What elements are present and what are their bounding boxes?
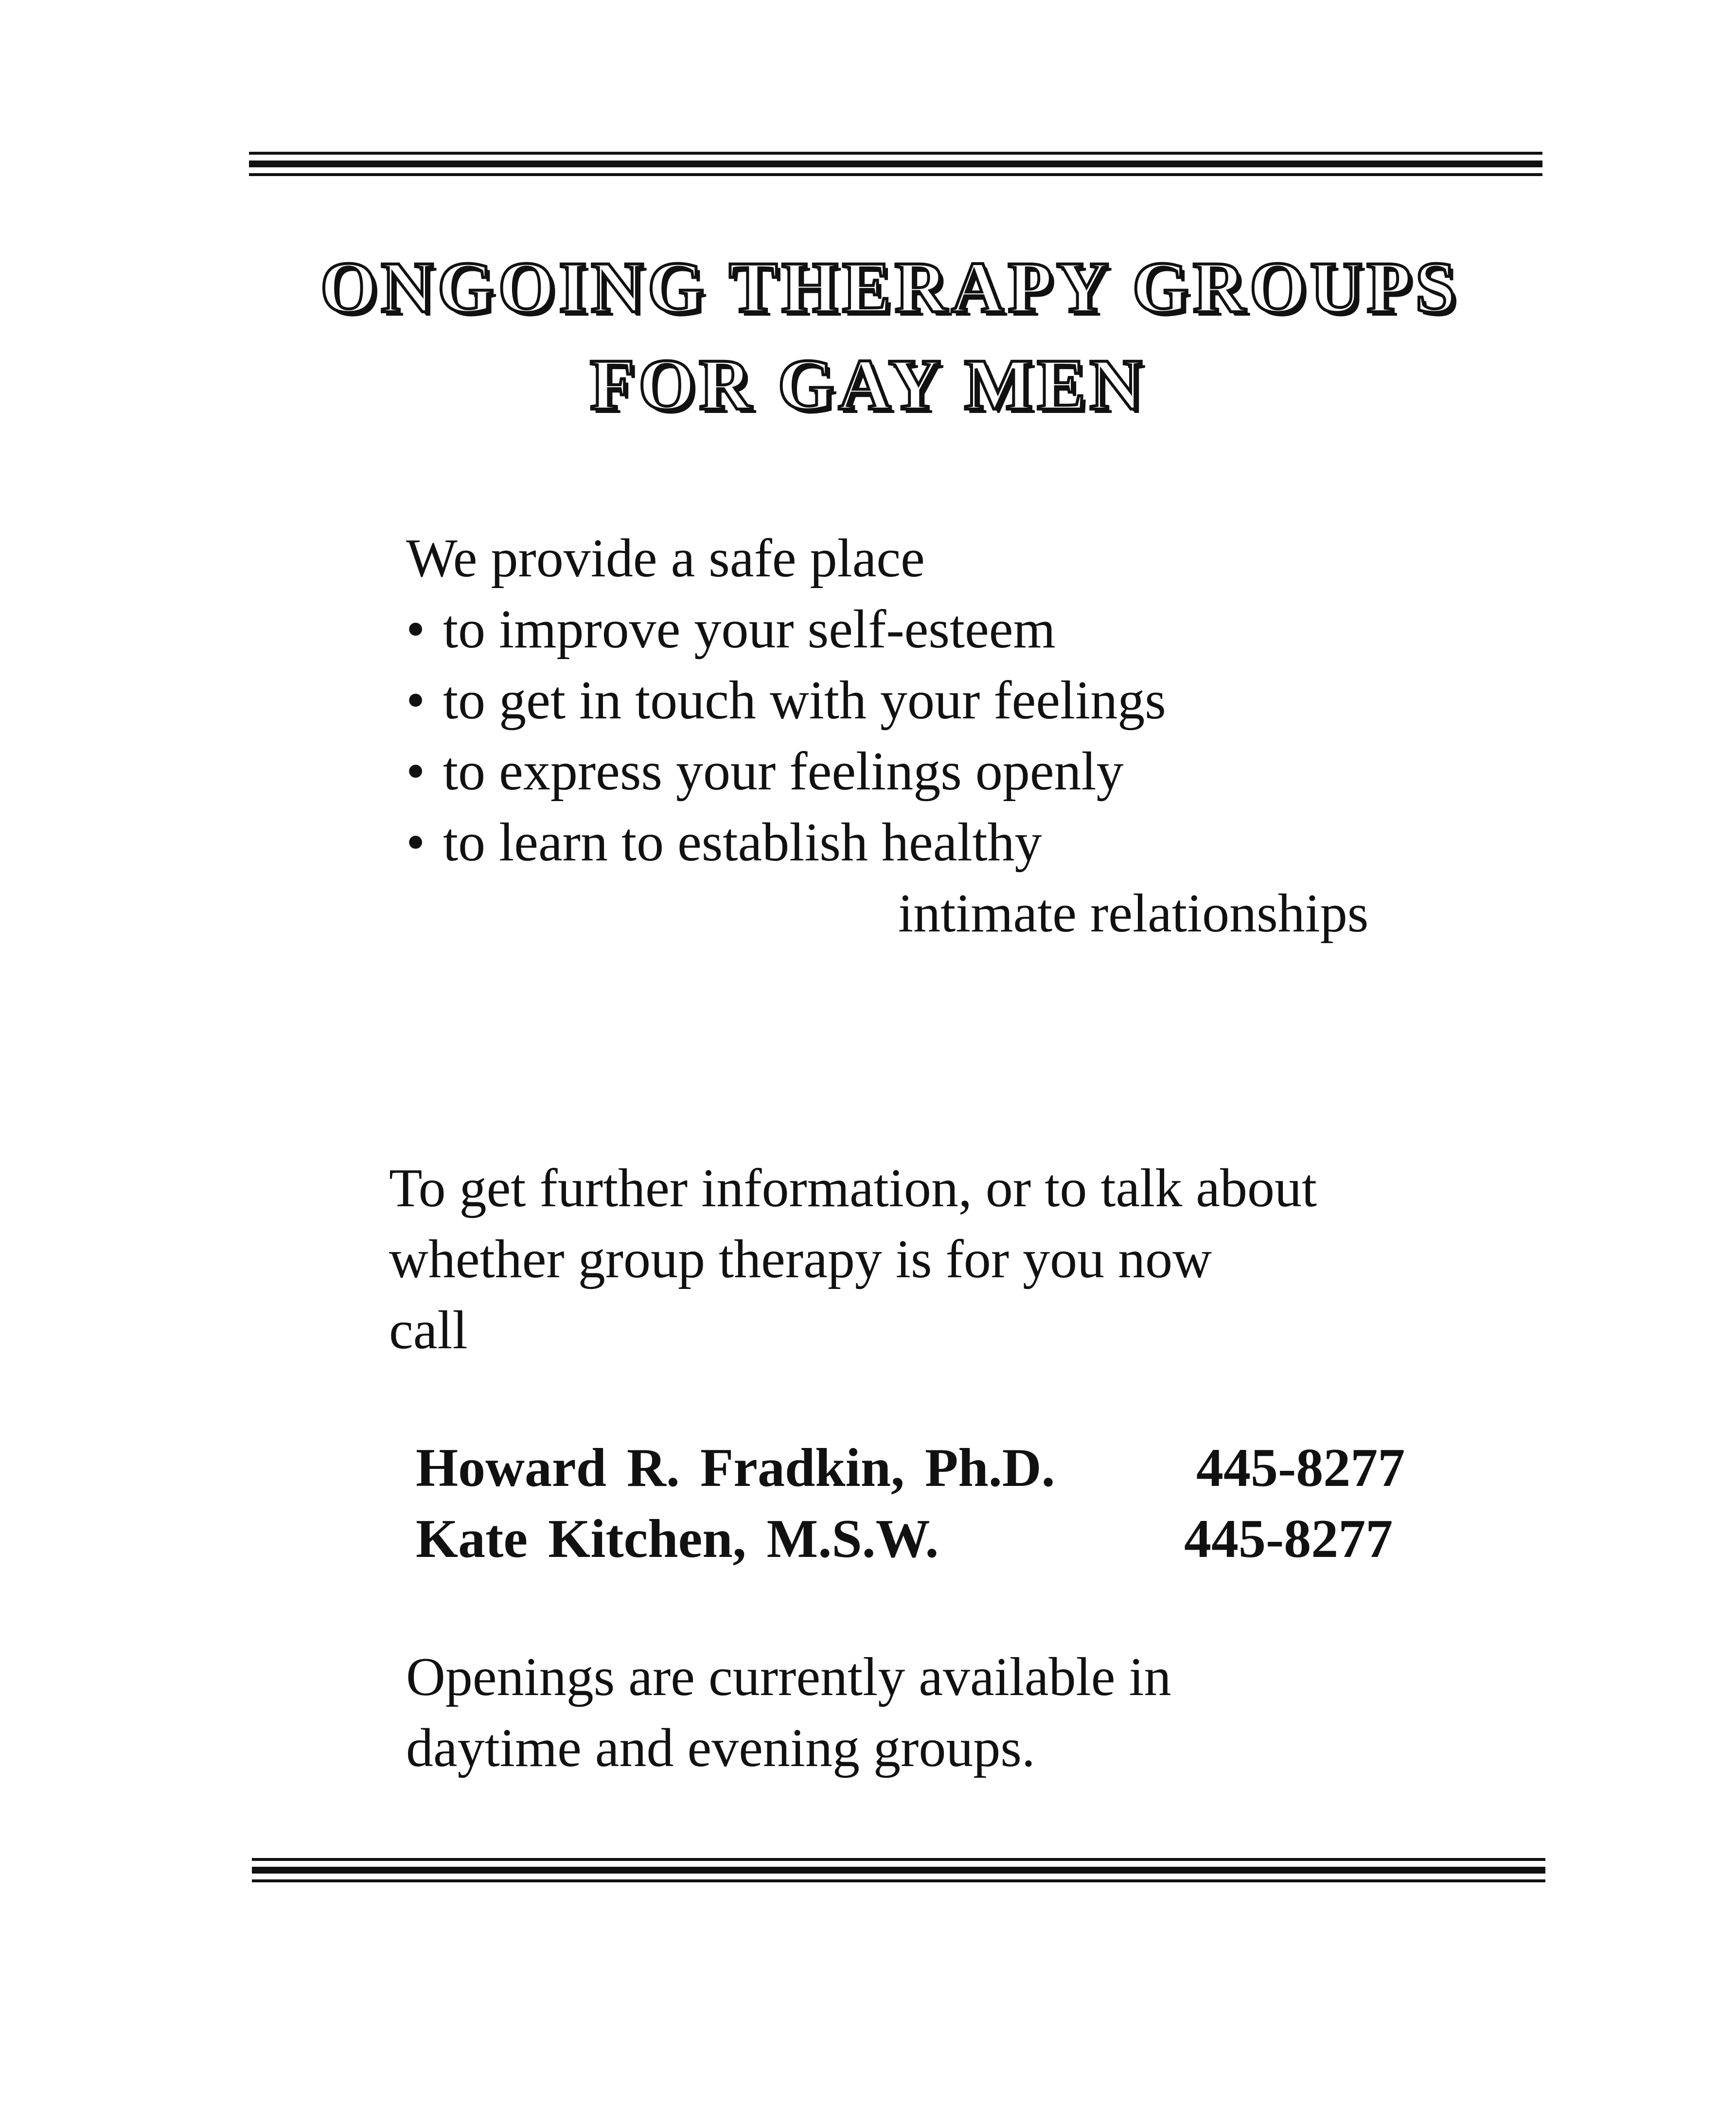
top-triple-rule [249, 148, 1542, 183]
list-item-text: to improve your self-esteem [443, 599, 1056, 660]
bullet-icon: • [406, 812, 425, 873]
info-line: call [389, 1300, 468, 1360]
rule-line [249, 161, 1542, 167]
contacts-list [416, 1432, 1427, 1574]
openings-note [406, 1642, 1171, 1784]
contact-row [416, 1503, 1427, 1574]
info-line: To get further information, or to talk about [389, 1158, 1317, 1218]
contact-info-paragraph [389, 1153, 1317, 1366]
rule-line [252, 1879, 1545, 1882]
bullet-icon: • [406, 741, 425, 802]
openings-line: Openings are currently available in [406, 1647, 1171, 1707]
list-item-text: to learn to establish healthy [443, 812, 1042, 873]
list-item [406, 736, 1368, 807]
intro-text: We provide a safe place [406, 528, 925, 589]
contact-name: Kate Kitchen, M.S.W. [416, 1509, 939, 1569]
contact-name: Howard R. Fradkin, Ph.D. [416, 1438, 1055, 1498]
bottom-triple-rule [252, 1854, 1545, 1889]
list-item-continuation: intimate relationships [898, 883, 1369, 944]
list-item [406, 665, 1368, 736]
info-line: whether group therapy is for you now [389, 1229, 1212, 1289]
benefits-list [406, 594, 1368, 949]
rule-line [252, 1858, 1545, 1861]
list-item [406, 807, 1368, 949]
bullet-icon: • [406, 599, 425, 660]
title-line-2: FOR GAY MEN [590, 344, 1146, 425]
list-item-text: to express your feelings openly [443, 741, 1124, 802]
rule-line [252, 1867, 1545, 1874]
rule-line [249, 173, 1542, 176]
contact-phone: 445-8277 [1184, 1509, 1393, 1569]
openings-line: daytime and evening groups. [406, 1718, 1035, 1778]
title-line-1: ONGOING THERAPY GROUPS [320, 247, 1460, 328]
bullet-icon: • [406, 670, 425, 731]
rule-line [249, 152, 1542, 155]
contact-row [416, 1432, 1427, 1503]
contact-phone: 445-8277 [1196, 1438, 1405, 1498]
list-item [406, 594, 1368, 665]
list-item-text: to get in touch with your feelings [443, 670, 1166, 731]
